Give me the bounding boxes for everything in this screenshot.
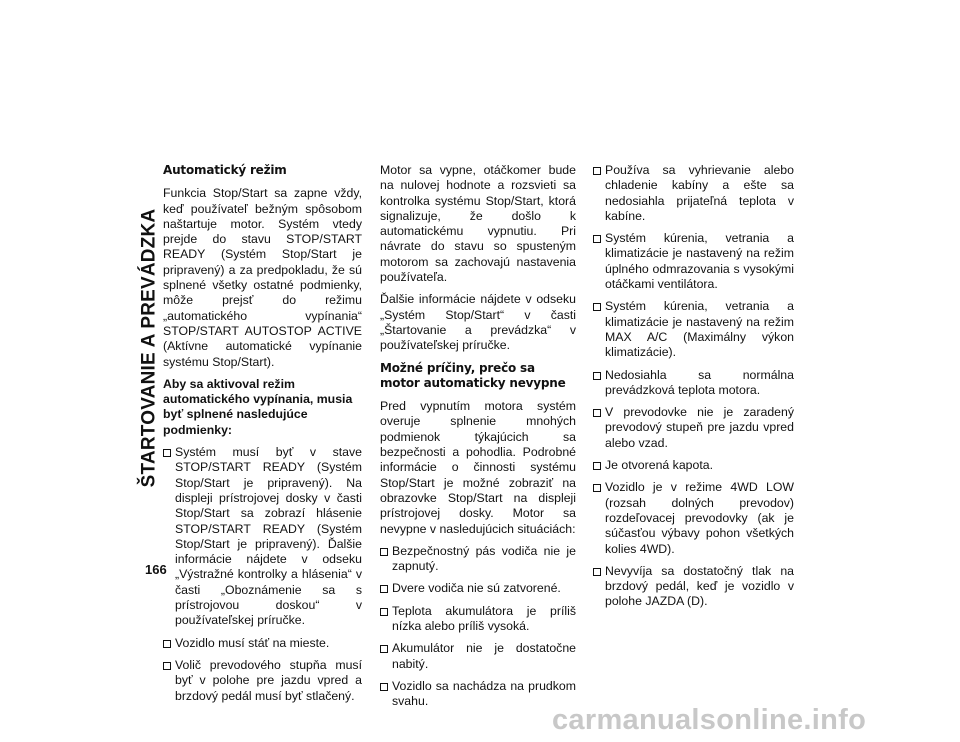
chapter-side-tab — [138, 150, 160, 545]
checkbox-bullet-icon — [380, 548, 388, 556]
checkbox-bullet-icon — [380, 608, 388, 616]
list-item — [593, 458, 794, 473]
list-item-text: Volič prevodového stupňa musí byť v polohe pre jazdu vpred a brzdový pedál musí byť stlačený. — [175, 657, 362, 703]
list-item — [593, 480, 794, 556]
checkbox-bullet-icon — [380, 585, 388, 593]
list-item-text: Vozidlo je v režime 4WD LOW (rozsah dolných prevodov) rozdeľovacej prevodovky (ak je súčasťou výbavy pohon všetkých kolies 4WD). — [605, 480, 794, 556]
checkbox-bullet-icon — [593, 484, 601, 492]
page-number: 166 — [145, 562, 167, 577]
conditions-list — [163, 445, 362, 704]
checkbox-bullet-icon — [593, 372, 601, 380]
list-item — [163, 658, 362, 704]
causes-list — [380, 544, 576, 710]
list-item-text: Dvere vodiča nie sú zatvorené. — [392, 581, 561, 596]
list-item — [380, 604, 576, 635]
section-heading-automatic-mode: Automatický režim — [163, 163, 287, 177]
conditions-intro: Aby sa aktivoval režim automatického vypínania, musia byť splnené nasledujúce podmienky: — [163, 376, 353, 437]
column-2 — [380, 163, 576, 717]
section-heading-possible-causes: Možné príčiny, prečo sa motor automaticky nevypne — [380, 360, 566, 390]
paragraph: Motor sa vypne, otáčkomer bude na nulovej hodnote a rozsvieti sa kontrolka systému Stop/Start, ktorá signalizuje, že došlo k automatickému vypnutiu. Pri návrate do stavu so spusteným motorom sa zachovajú nastavenia používateľa. — [380, 163, 576, 285]
list-item-text: Systém musí byť v stave STOP/START READY (Systém Stop/Start je pripravený). Na displeji prístrojovej dosky v časti Stop/Start sa zobrazí hlásenie STOP/START READY (Systém Stop/Start je pripravený). Ďalšie informácie nájdete v odseku „Výstražné kontrolky a hlásenia“ v časti „Oboznámenie sa s prístrojovou doskou“ v používateľskej príručke. — [175, 445, 362, 628]
list-item-text: Vozidlo musí stáť na mieste. — [175, 635, 330, 650]
checkbox-bullet-icon — [593, 235, 601, 243]
list-item — [380, 641, 576, 672]
list-item-text: V prevodovke nie je zaradený prevodový stupeň pre jazdu vpred alebo vzad. — [605, 405, 794, 450]
list-item — [593, 163, 794, 224]
list-item-text: Nevyvíja sa dostatočný tlak na brzdový pedál, keď je vozidlo v polohe JAZDA (D). — [605, 563, 794, 609]
list-item — [380, 581, 576, 596]
chapter-title: ŠTARTOVANIE A PREVÁDZKA — [138, 208, 159, 487]
list-item — [593, 405, 794, 451]
checkbox-bullet-icon — [593, 568, 601, 576]
list-item — [593, 299, 794, 360]
checkbox-bullet-icon — [163, 662, 171, 670]
list-item-text: Systém kúrenia, vetrania a klimatizácie je nastavený na režim úplného odmrazovania s vysokými otáčkami ventilátora. — [605, 231, 794, 292]
list-item-text: Bezpečnostný pás vodiča nie je zapnutý. — [392, 543, 576, 574]
checkbox-bullet-icon — [593, 303, 601, 311]
column-3 — [593, 163, 794, 617]
list-item — [163, 445, 362, 629]
checkbox-bullet-icon — [593, 167, 601, 175]
list-item — [163, 636, 362, 651]
checkbox-bullet-icon — [380, 683, 388, 691]
list-item — [593, 564, 794, 610]
list-item — [593, 231, 794, 292]
list-item-text: Je otvorená kapota. — [605, 458, 714, 473]
checkbox-bullet-icon — [163, 640, 171, 648]
list-item-text: Akumulátor nie je dostatočne nabitý. — [392, 641, 576, 671]
list-item-text: Používa sa vyhrievanie alebo chladenie kabíny a ešte sa nedosiahla prijateľná teplota v kabíne. — [605, 163, 794, 223]
checkbox-bullet-icon — [593, 409, 601, 417]
list-item — [380, 544, 576, 575]
paragraph: Funkcia Stop/Start sa zapne vždy, keď používateľ bežným spôsobom naštartuje motor. Systém vtedy prejde do stavu STOP/START READY (Systém Stop/Start je pripravený) a za predpokladu, že sú splnené všetky ostatné podmienky, môže prejsť do režimu „automatického vypínania“ STOP/START AUTOSTOP ACTIVE (Aktívne automatické vypínanie systému Stop/Start). — [163, 186, 362, 369]
list-item-text: Vozidlo sa nachádza na prudkom svahu. — [392, 678, 576, 709]
list-item-text: Teplota akumulátora je príliš nízka alebo príliš vysoká. — [392, 603, 576, 634]
column-1 — [163, 163, 362, 711]
checkbox-bullet-icon — [593, 462, 601, 470]
list-item — [593, 368, 794, 399]
list-item-text: Systém kúrenia, vetrania a klimatizácie je nastavený na režim MAX A/C (Maximálny výkon klimatizácie). — [605, 299, 794, 360]
paragraph: Pred vypnutím motora systém overuje splnenie mnohých podmienok týkajúcich sa bezpečnosti a pohodlia. Podrobné informácie o činnosti systému Stop/Start je možné zobraziť na obrazovke Stop/Start na displeji prístrojovej dosky. Motor sa nevypne v nasledujúcich situáciách: — [380, 399, 576, 536]
list-item-text: Nedosiahla sa normálna prevádzková teplota motora. — [605, 367, 794, 397]
checkbox-bullet-icon — [163, 449, 171, 457]
checkbox-bullet-icon — [380, 645, 388, 653]
paragraph: Ďalšie informácie nájdete v odseku „Systém Stop/Start“ v časti „Štartovanie a prevádzka“ v používateľskej príručke. — [380, 292, 576, 353]
site-watermark[interactable]: carmanualsonline.info — [552, 704, 867, 736]
causes-list-continued — [593, 163, 794, 610]
list-item — [380, 679, 576, 710]
